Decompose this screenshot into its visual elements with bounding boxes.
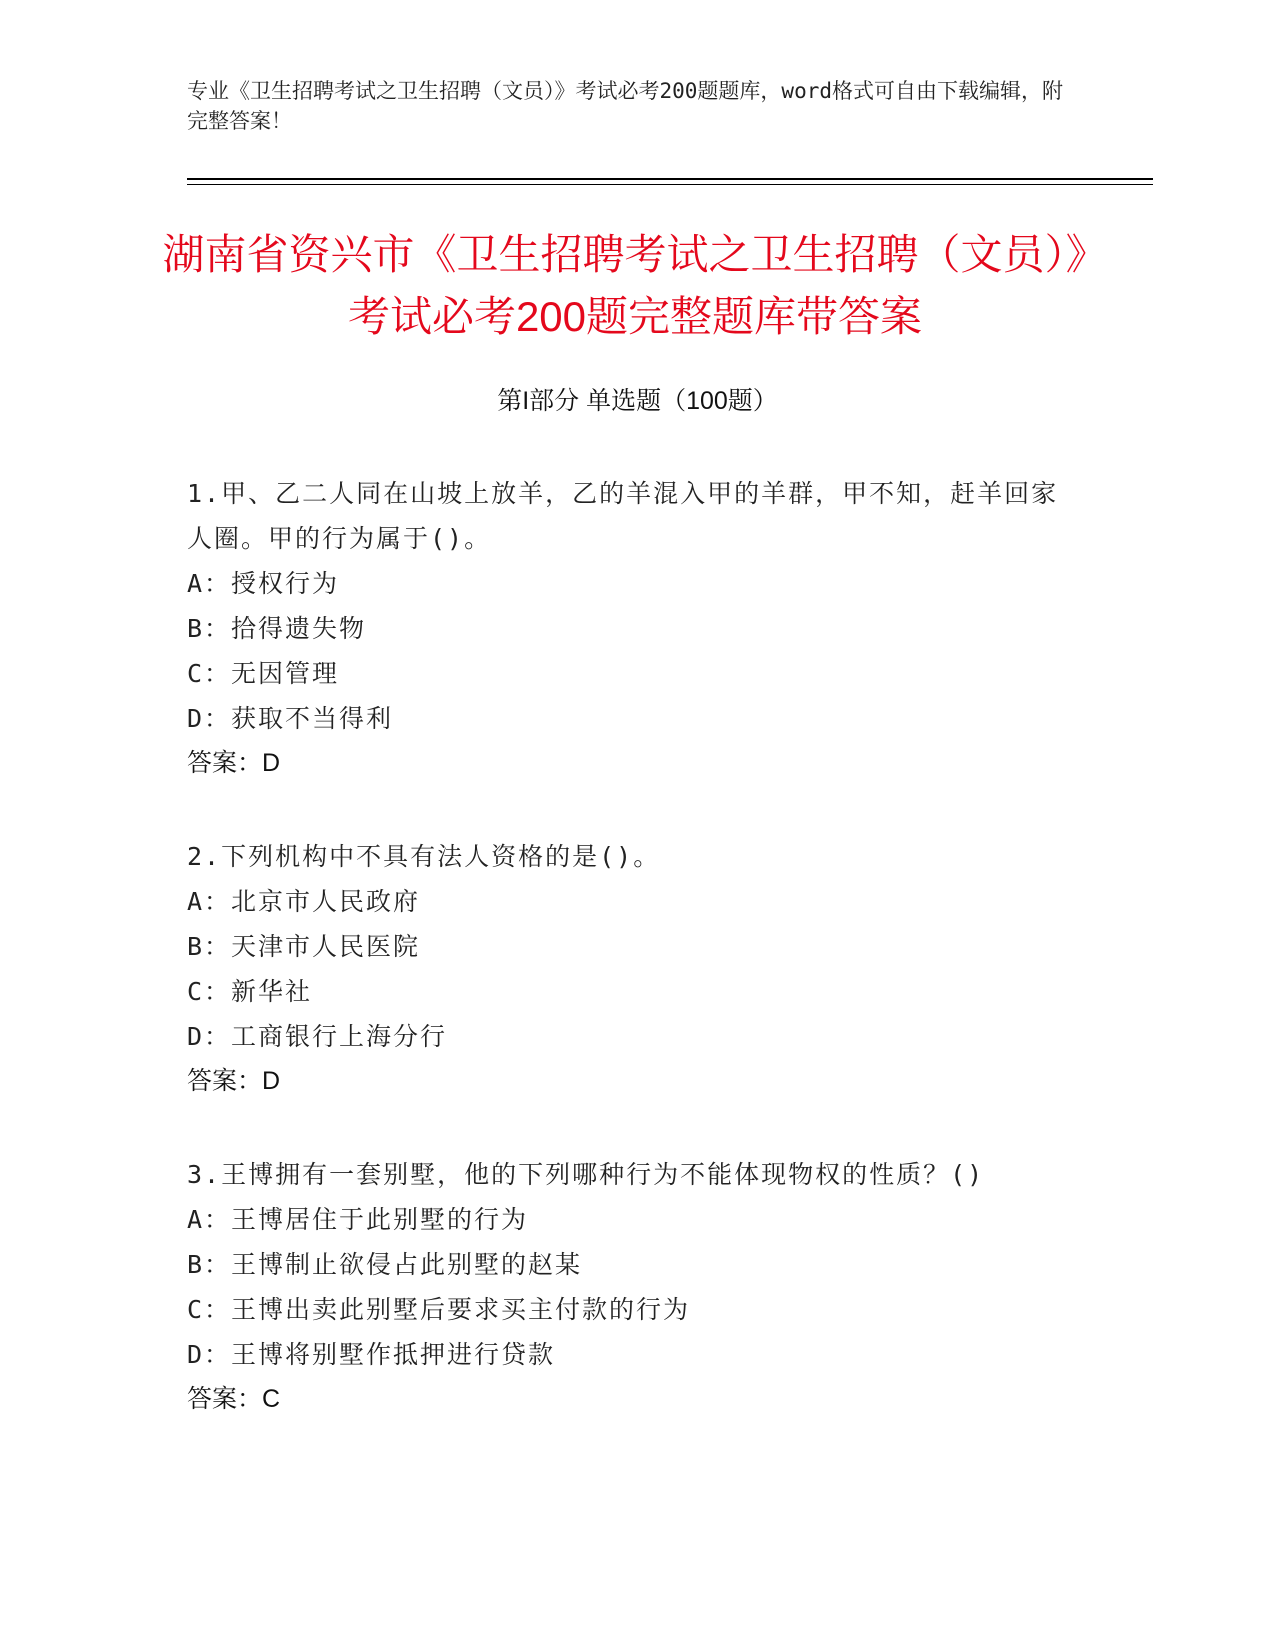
- question-stem: 3.王博拥有一套别墅，他的下列哪种行为不能体现物权的性质？(): [187, 1160, 985, 1189]
- option-a: A：授权行为: [187, 569, 340, 598]
- question-item: [187, 834, 1067, 1104]
- option-b: B：王博制止欲侵占此别墅的赵某: [187, 1250, 583, 1279]
- option-d: D：王博将别墅作抵押进行贷款: [187, 1340, 556, 1369]
- question-item: [187, 1152, 1067, 1422]
- option-a: A：北京市人民政府: [187, 887, 421, 916]
- option-c: C：无因管理: [187, 659, 340, 688]
- option-a: A：王博居住于此别墅的行为: [187, 1205, 529, 1234]
- option-d: D：获取不当得利: [187, 704, 394, 733]
- document-title: 湖南省资兴市《卫生招聘考试之卫生招聘（文员）》考试必考200题完整题库带答案: [162, 231, 1108, 340]
- option-c: C：新华社: [187, 977, 313, 1006]
- answer-label: 答案：D: [187, 749, 281, 777]
- header-divider-thin: [187, 184, 1153, 185]
- question-stem: 2.下列机构中不具有法人资格的是()。: [187, 842, 661, 871]
- answer-label: 答案：D: [187, 1067, 281, 1095]
- option-b: B：天津市人民医院: [187, 932, 421, 961]
- header-divider-thick: [187, 178, 1153, 180]
- section-heading: 第I部分 单选题（100题）: [497, 387, 778, 415]
- option-d: D：工商银行上海分行: [187, 1022, 448, 1051]
- question-stem: 1.甲、乙二人同在山坡上放羊，乙的羊混入甲的羊群，甲不知，赶羊回家人圈。甲的行为属于()。: [187, 479, 1059, 553]
- header-note: 专业《卫生招聘考试之卫生招聘（文员）》考试必考200题题库，word格式可自由下载编辑，附完整答案！: [187, 79, 1063, 133]
- option-b: B：拾得遗失物: [187, 614, 367, 643]
- answer-label: 答案：C: [187, 1385, 281, 1413]
- question-item: [187, 471, 1067, 786]
- option-c: C：王博出卖此别墅后要求买主付款的行为: [187, 1295, 691, 1324]
